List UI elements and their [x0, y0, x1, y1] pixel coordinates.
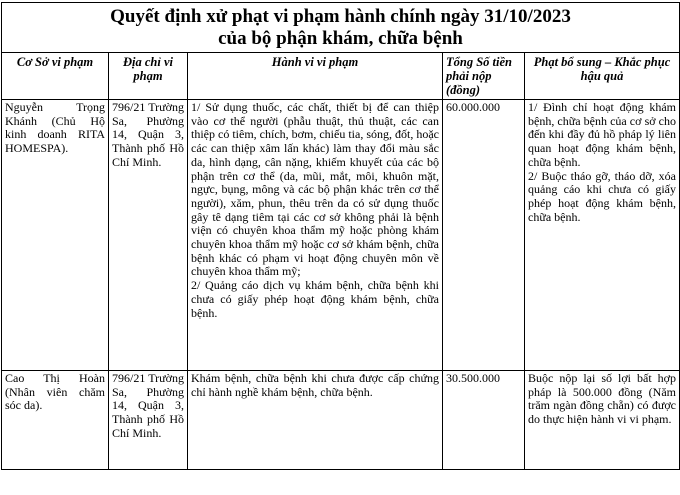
violation-item: Khám bệnh, chữa bệnh khi chưa được cấp chứng chỉ hành nghề khám bệnh, chữa bệnh.: [191, 371, 439, 399]
header-facility: Cơ Sở vi phạm: [2, 53, 109, 100]
facility-cell: Nguyễn Trọng Khánh (Chủ Hộ kinh doanh RITA HOMESPA).: [2, 100, 109, 371]
header-amount: Tổng Số tiền phải nộp (đồng): [443, 53, 525, 100]
violation-cell: [188, 371, 443, 470]
violation-item: 2/ Quảng cáo dịch vụ khám bệnh, chữa bệnh khi chưa có giấy phép hoạt động khám bệnh, chữa bệnh.: [191, 278, 439, 320]
remedy-cell: [525, 371, 680, 470]
remedy-cell: [525, 100, 680, 371]
address-cell: 796/21 Trường Sa, Phường 14, Quận 3, Thành phố Hồ Chí Minh.: [109, 371, 188, 470]
title-row: [2, 3, 680, 53]
header-address: Địa chỉ vi phạm: [109, 53, 188, 100]
violation-cell: [188, 100, 443, 371]
facility-cell: Cao Thị Hoàn (Nhân viên chăm sóc da).: [2, 371, 109, 470]
violation-item: 1/ Sử dụng thuốc, các chất, thiết bị để can thiệp vào cơ thể người (phẫu thuật, thủ thuật, các can thiệp có tiêm, chích, bơm, chiếu tia, sóng, đốt, hoặc các can thiệp xâm lấn khác) làm thay đổi màu sắc da, hình dạng, cân nặng, khiếm khuyết của các bộ phận trên cơ thể (da, mũi, mắt, môi, khuôn mặt, ngực, bụng, mông và các bộ phận khác trên cơ thể người), xăm, phun, thêu trên da có sử dụng thuốc gây tê dạng tiêm tại các cơ sở không phải là bệnh viện có chuyên khoa thẩm mỹ hoặc phòng khám chuyên khoa thẩm mỹ hoặc cơ sở khám bệnh, chữa bệnh khác có phạm vi hoạt động chuyên môn về chuyên khoa thẩm mỹ;: [191, 100, 439, 279]
table-row: [2, 371, 680, 470]
title-line-2: của bộ phận khám, chữa bệnh: [218, 28, 463, 49]
title-line-1: Quyết định xử phạt vi phạm hành chính ngày 31/10/2023: [110, 6, 571, 27]
document-title: [2, 3, 680, 53]
header-row: [2, 53, 680, 100]
amount-cell: 60.000.000: [443, 100, 525, 371]
remedy-item: 1/ Đình chỉ hoạt động khám bệnh, chữa bệnh của cơ sở cho đến khi đầy đủ hồ pháp lý liên quan hoạt động khám bệnh, chữa bệnh.: [528, 100, 676, 169]
address-cell: 796/21 Trường Sa, Phường 14, Quận 3, Thành phố Hồ Chí Minh.: [109, 100, 188, 371]
amount-cell: 30.500.000: [443, 371, 525, 470]
remedy-item: Buộc nộp lại số lợi bất hợp pháp là 500.000 đồng (Năm trăm ngàn đồng chẵn) có được do thực hiện hành vi vi phạm.: [528, 371, 676, 427]
header-remedy: Phạt bổ sung – Khắc phục hậu quả: [525, 53, 680, 100]
penalty-table: [1, 2, 680, 470]
header-violation: Hành vi vi phạm: [188, 53, 443, 100]
remedy-item: 2/ Buộc tháo gỡ, tháo dỡ, xóa quảng cáo khi chưa có giấy phép hoạt động khám bệnh, chữa bệnh.: [528, 168, 676, 224]
table-row: [2, 100, 680, 371]
